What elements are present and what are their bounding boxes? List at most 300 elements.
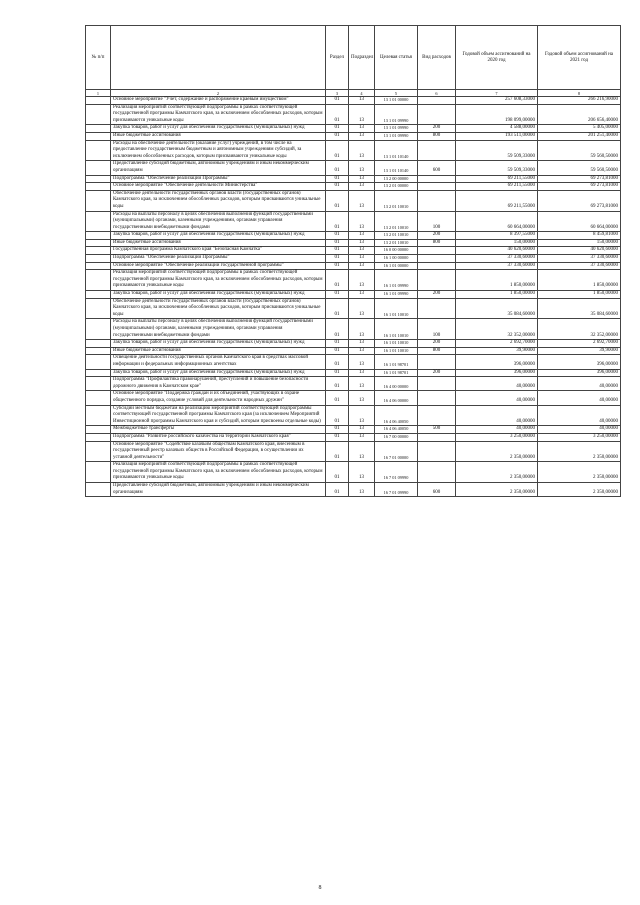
row-section: 01 — [326, 483, 349, 497]
row-name: Межбюджетные трансферты — [111, 426, 326, 434]
row-name: Реализация мероприятий соответствующей подпрограммы в рамках соответствующей государственной программы Камчатского края, за исключением обособленных расходов, которым присваиваются уникальные коды — [111, 270, 326, 291]
row-value-2021: 396,00000 — [538, 369, 621, 377]
row-value-2021: 40 620,60000 — [538, 247, 621, 255]
row-num — [86, 239, 111, 247]
row-exp-type: 500 — [418, 426, 456, 434]
row-value-2021: 37 330,60000 — [538, 255, 621, 263]
table-row — [86, 391, 621, 405]
row-subsection: 13 — [349, 405, 375, 426]
row-section: 01 — [326, 462, 349, 483]
row-name: Закупка товаров, работ и услуг для обеспечения государственных (муниципальных) нужд — [111, 340, 326, 348]
row-num — [86, 340, 111, 348]
row-exp-type: 800 — [418, 239, 456, 247]
table-row — [86, 319, 621, 340]
row-value-2020: 2 350,00000 — [456, 441, 538, 462]
row-exp-type — [418, 175, 456, 183]
row-section: 01 — [326, 132, 349, 140]
row-value-2021: 60 664,00000 — [538, 211, 621, 232]
table-row — [86, 104, 621, 125]
row-num — [86, 132, 111, 140]
row-value-2020: 69 211,55000 — [456, 190, 538, 211]
row-num — [86, 175, 111, 183]
row-name: Обеспечение деятельности государственных органов власти (государственных органов) Камчатского края, за исключением обособленных расходов, которым присваиваются уникальные коды — [111, 298, 326, 319]
row-subsection: 13 — [349, 132, 375, 140]
row-name: Предоставление субсидий бюджетным, автономным учреждениям и иным некоммерческим организациям — [111, 483, 326, 497]
row-num — [86, 97, 111, 105]
row-section: 01 — [326, 377, 349, 391]
row-subsection: 13 — [349, 183, 375, 191]
row-target: 16 1 00 00000 — [375, 255, 418, 263]
table-row — [86, 190, 621, 211]
row-exp-type — [418, 298, 456, 319]
row-exp-type: 200 — [418, 125, 456, 133]
row-value-2020: 60 664,00000 — [456, 211, 538, 232]
row-target: 13 1 01 09990 — [375, 104, 418, 125]
row-name: Закупка товаров, работ и услуг для обеспечения государственных (муниципальных) нужд — [111, 232, 326, 240]
row-section: 01 — [326, 97, 349, 105]
row-section: 01 — [326, 247, 349, 255]
table-row — [86, 262, 621, 270]
row-value-2020: 37 330,60000 — [456, 262, 538, 270]
row-value-2021: 32 352,00000 — [538, 319, 621, 340]
row-value-2021: 35 084,60000 — [538, 298, 621, 319]
header-exp-type: Вид расходов — [418, 26, 456, 90]
row-exp-type — [418, 405, 456, 426]
row-target: 16 7 01 00000 — [375, 441, 418, 462]
col-number: 3 — [326, 90, 349, 97]
row-section: 01 — [326, 441, 349, 462]
row-value-2020: 1 850,00000 — [456, 270, 538, 291]
table-row — [86, 405, 621, 426]
row-exp-type — [418, 97, 456, 105]
row-subsection: 13 — [349, 161, 375, 175]
row-num — [86, 433, 111, 441]
row-name: Основное мероприятие "Обеспечение реализации государственной программы" — [111, 262, 326, 270]
row-value-2021: 1 850,00000 — [538, 291, 621, 299]
row-name: Субсидии местным бюджетам на реализацию мероприятий соответствующей подпрограммы соответствующей государственной программы Камчатского края (за исключением Мероприятий Инвестиционной программы Камчатского края и субсидий, которым присвоены отдельные коды) — [111, 405, 326, 426]
row-value-2020: 39,90000 — [456, 347, 538, 355]
row-value-2020: 4 588,00000 — [456, 125, 538, 133]
row-name: Государственная программа Камчатского края "Безопасная Камчатка" — [111, 247, 326, 255]
table-row — [86, 140, 621, 161]
row-name: Реализация мероприятий соответствующей подпрограммы в рамках соответствующей государственной программы Камчатского края, за исключением обособленных расходов, которым присваиваются уникальные коды — [111, 462, 326, 483]
row-subsection: 13 — [349, 125, 375, 133]
row-value-2020: 69 211,55000 — [456, 175, 538, 183]
row-subsection: 13 — [349, 441, 375, 462]
row-exp-type: 800 — [418, 132, 456, 140]
col-number: 4 — [349, 90, 375, 97]
row-section: 01 — [326, 183, 349, 191]
row-value-2021: 39,90000 — [538, 347, 621, 355]
row-section: 01 — [326, 190, 349, 211]
col-number: 1 — [86, 90, 111, 97]
row-value-2020: 59 509,33000 — [456, 140, 538, 161]
row-section: 01 — [326, 255, 349, 263]
table-row — [86, 377, 621, 391]
table-row — [86, 255, 621, 263]
col-number: 8 — [538, 90, 621, 97]
row-section: 01 — [326, 298, 349, 319]
row-num — [86, 405, 111, 426]
row-subsection: 13 — [349, 97, 375, 105]
row-value-2020: 40,00000 — [456, 426, 538, 434]
row-section: 01 — [326, 239, 349, 247]
row-value-2021: 40,00000 — [538, 405, 621, 426]
row-value-2020: 40 620,60000 — [456, 247, 538, 255]
row-subsection: 13 — [349, 433, 375, 441]
row-subsection: 13 — [349, 247, 375, 255]
header-section: Раздел — [326, 26, 349, 90]
row-name: Закупка товаров, работ и услуг для обеспечения государственных (муниципальных) нужд — [111, 291, 326, 299]
row-value-2020: 1 850,00000 — [456, 291, 538, 299]
row-value-2020: 3 250,00000 — [456, 433, 538, 441]
row-num — [86, 291, 111, 299]
table-row — [86, 97, 621, 105]
row-target: 16 1 01 98701 — [375, 369, 418, 377]
row-num — [86, 161, 111, 175]
row-value-2021: 3 250,00000 — [538, 433, 621, 441]
row-exp-type — [418, 140, 456, 161]
row-target: 16 1 01 00000 — [375, 262, 418, 270]
row-num — [86, 270, 111, 291]
row-num — [86, 319, 111, 340]
row-name: Освещение деятельности государственных органов Камчатского края в средствах массовой информации и федеральных информационных агентствах — [111, 355, 326, 369]
row-target: 13 2 01 10010 — [375, 239, 418, 247]
row-subsection: 13 — [349, 291, 375, 299]
row-value-2020: 37 330,60000 — [456, 255, 538, 263]
row-subsection: 13 — [349, 298, 375, 319]
row-num — [86, 255, 111, 263]
row-target: 16 7 00 00000 — [375, 433, 418, 441]
row-name: Иные бюджетные ассигнования — [111, 132, 326, 140]
row-name: Расходы на обеспечение деятельности (оказание услуг) учреждений, в том числе на предоставление государственным бюджетным и автономным учреждениям субсидий, за исключением обособленных расходов, которым присваиваются уникальные коды — [111, 140, 326, 161]
row-num — [86, 125, 111, 133]
row-value-2021: 40,00000 — [538, 391, 621, 405]
row-value-2021: 8 459,81000 — [538, 232, 621, 240]
row-exp-type: 200 — [418, 291, 456, 299]
row-subsection: 13 — [349, 483, 375, 497]
row-value-2021: 59 560,50000 — [538, 140, 621, 161]
row-value-2020: 40,00000 — [456, 377, 538, 391]
row-name: Подпрограмма "Обеспечение реализации Программы" — [111, 175, 326, 183]
row-value-2021: 1 850,00000 — [538, 270, 621, 291]
row-num — [86, 377, 111, 391]
row-exp-type — [418, 377, 456, 391]
row-value-2021: 69 273,81000 — [538, 190, 621, 211]
row-target: 16 0 00 00000 — [375, 247, 418, 255]
row-target: 16 1 01 10010 — [375, 347, 418, 355]
row-target: 16 1 01 98701 — [375, 355, 418, 369]
row-name: Основное мероприятие "Учет, содержание и распоряжение краевым имуществом" — [111, 97, 326, 105]
row-target: 16 4 06 00000 — [375, 391, 418, 405]
row-name: Подпрограмма "Развитие российского казачества на территории Камчатского края" — [111, 433, 326, 441]
header-2021: Годовой объем ассигнований на 2021 год — [538, 26, 621, 90]
row-section: 01 — [326, 125, 349, 133]
row-section: 01 — [326, 104, 349, 125]
row-section: 01 — [326, 291, 349, 299]
row-value-2021: 2 692,70000 — [538, 340, 621, 348]
row-name: Закупка товаров, работ и услуг для обеспечения государственных (муниципальных) нужд — [111, 369, 326, 377]
row-num — [86, 298, 111, 319]
row-exp-type — [418, 391, 456, 405]
row-num — [86, 232, 111, 240]
row-target: 16 1 01 09990 — [375, 270, 418, 291]
row-section: 01 — [326, 355, 349, 369]
row-value-2020: 2 692,70000 — [456, 340, 538, 348]
row-exp-type: 100 — [418, 319, 456, 340]
row-target: 16 1 01 10010 — [375, 340, 418, 348]
row-target: 13 2 01 10010 — [375, 232, 418, 240]
row-target: 16 1 01 09990 — [375, 291, 418, 299]
row-subsection: 13 — [349, 391, 375, 405]
row-section: 01 — [326, 347, 349, 355]
row-name: Основное мероприятие "Поддержка граждан и их объединений, участвующих в охране общественного порядка, создание условий для деятельности народных дружин" — [111, 391, 326, 405]
row-value-2021: 2 350,00000 — [538, 441, 621, 462]
row-num — [86, 104, 111, 125]
row-value-2020: 198 099,00000 — [456, 104, 538, 125]
row-target: 16 4 06 40050 — [375, 405, 418, 426]
row-subsection: 13 — [349, 340, 375, 348]
row-subsection: 13 — [349, 104, 375, 125]
row-section: 01 — [326, 232, 349, 240]
row-name: Подпрограмма "Профилактика правонарушений, преступлений и повышение безопасности дорожного движения в Камчатском крае" — [111, 377, 326, 391]
row-exp-type — [418, 247, 456, 255]
row-section: 01 — [326, 175, 349, 183]
row-value-2021: 37 330,60000 — [538, 262, 621, 270]
row-section: 01 — [326, 262, 349, 270]
row-exp-type — [418, 270, 456, 291]
row-name: Реализация мероприятий соответствующей подпрограммы в рамках соответствующей государственной программы Камчатского края, за исключением обособленных расходов, которым присваиваются уникальные коды — [111, 104, 326, 125]
table-row — [86, 291, 621, 299]
row-subsection: 13 — [349, 319, 375, 340]
row-value-2021: 396,00000 — [538, 355, 621, 369]
row-target: 13 2 01 10010 — [375, 190, 418, 211]
row-value-2020: 40,00000 — [456, 405, 538, 426]
row-name: Подпрограмма "Обеспечение реализации Программы" — [111, 255, 326, 263]
row-target: 13 2 01 00000 — [375, 183, 418, 191]
row-exp-type — [418, 190, 456, 211]
row-value-2021: 201 251,40000 — [538, 132, 621, 140]
row-num — [86, 347, 111, 355]
row-target: 16 4 06 40050 — [375, 426, 418, 434]
table-row — [86, 369, 621, 377]
row-exp-type: 200 — [418, 340, 456, 348]
row-exp-type: 600 — [418, 161, 456, 175]
header-2020: Годовой объем ассигнований на 2020 год — [456, 26, 538, 90]
row-exp-type — [418, 441, 456, 462]
header-name — [111, 26, 326, 90]
row-name: Основное мероприятие "Содействие казачьим обществам Камчатского края, внесенным в государственный реестр казачьих обществ в Российской Федерации, в осуществлении их уставной деятельности" — [111, 441, 326, 462]
row-exp-type — [418, 262, 456, 270]
table-row — [86, 462, 621, 483]
row-value-2020: 2 350,00000 — [456, 483, 538, 497]
row-section: 01 — [326, 391, 349, 405]
row-num — [86, 140, 111, 161]
row-subsection: 13 — [349, 140, 375, 161]
row-value-2020: 59 509,33000 — [456, 161, 538, 175]
row-value-2020: 150,00000 — [456, 239, 538, 247]
row-value-2021: 206 656,40000 — [538, 104, 621, 125]
budget-table-container — [85, 25, 620, 497]
col-number: 7 — [456, 90, 538, 97]
table-row — [86, 125, 621, 133]
row-name: Расходы на выплаты персоналу в целях обеспечения выполнения функций государственными (муниципальными) органами, казенными учреждениями, органами управления государственными внебюджетными фондами — [111, 211, 326, 232]
row-exp-type — [418, 462, 456, 483]
row-value-2021: 150,00000 — [538, 239, 621, 247]
row-value-2020: 35 084,60000 — [456, 298, 538, 319]
row-value-2021: 69 273,81000 — [538, 183, 621, 191]
table-row — [86, 340, 621, 348]
row-target: 13 2 00 00000 — [375, 175, 418, 183]
row-subsection: 13 — [349, 270, 375, 291]
row-subsection: 13 — [349, 377, 375, 391]
table-row — [86, 270, 621, 291]
table-row — [86, 483, 621, 497]
row-num — [86, 262, 111, 270]
table-row — [86, 239, 621, 247]
row-subsection: 13 — [349, 462, 375, 483]
row-name: Иные бюджетные ассигнования — [111, 347, 326, 355]
row-exp-type — [418, 183, 456, 191]
row-exp-type — [418, 255, 456, 263]
row-value-2021: 40,00000 — [538, 426, 621, 434]
col-number: 6 — [418, 90, 456, 97]
row-num — [86, 441, 111, 462]
row-num — [86, 483, 111, 497]
row-num — [86, 211, 111, 232]
table-row — [86, 433, 621, 441]
table-row — [86, 247, 621, 255]
row-subsection: 13 — [349, 175, 375, 183]
row-target: 16 4 00 00000 — [375, 377, 418, 391]
table-row — [86, 298, 621, 319]
row-section: 01 — [326, 161, 349, 175]
row-name: Основное мероприятие "Обеспечение деятельности Министерства" — [111, 183, 326, 191]
page-number: 8 — [318, 885, 322, 891]
row-value-2020: 193 511,00000 — [456, 132, 538, 140]
table-row — [86, 211, 621, 232]
row-num — [86, 190, 111, 211]
row-value-2020: 396,00000 — [456, 369, 538, 377]
row-value-2020: 40,00000 — [456, 391, 538, 405]
row-value-2021: 5 405,00000 — [538, 125, 621, 133]
row-target: 16 1 01 10010 — [375, 319, 418, 340]
row-subsection: 13 — [349, 255, 375, 263]
row-value-2021: 2 350,00000 — [538, 462, 621, 483]
row-subsection: 13 — [349, 239, 375, 247]
table-row — [86, 232, 621, 240]
row-section: 01 — [326, 369, 349, 377]
row-value-2020: 32 352,00000 — [456, 319, 538, 340]
header-num: № п/п — [86, 26, 111, 90]
row-target: 13 1 01 00000 — [375, 97, 418, 105]
row-target: 16 7 01 09990 — [375, 462, 418, 483]
row-target: 16 1 01 10010 — [375, 298, 418, 319]
header-target: Целевая статья — [375, 26, 418, 90]
row-section: 01 — [326, 140, 349, 161]
table-row — [86, 355, 621, 369]
row-subsection: 13 — [349, 355, 375, 369]
row-exp-type — [418, 104, 456, 125]
row-subsection: 13 — [349, 211, 375, 232]
row-num — [86, 183, 111, 191]
row-name: Закупка товаров, работ и услуг для обеспечения государственных (муниципальных) нужд — [111, 125, 326, 133]
table-row — [86, 426, 621, 434]
column-numbering-row — [86, 90, 621, 97]
row-value-2020: 257 608,33000 — [456, 97, 538, 105]
col-number: 5 — [375, 90, 418, 97]
table-row — [86, 441, 621, 462]
row-num — [86, 355, 111, 369]
row-num — [86, 462, 111, 483]
row-target: 13 1 01 09990 — [375, 132, 418, 140]
header-subsection: Подраздел — [349, 26, 375, 90]
row-subsection: 13 — [349, 426, 375, 434]
budget-table — [85, 25, 621, 497]
row-target: 13 2 01 10010 — [375, 211, 418, 232]
row-value-2021: 59 560,50000 — [538, 161, 621, 175]
row-num — [86, 391, 111, 405]
row-num — [86, 247, 111, 255]
row-value-2020: 2 350,00000 — [456, 462, 538, 483]
row-section: 01 — [326, 426, 349, 434]
col-number: 2 — [111, 90, 326, 97]
row-name: Расходы на выплаты персоналу в целях обеспечения выполнения функций государственными (муниципальными) органами, казенными учреждениями, органами управления государственными внебюджетными фондами — [111, 319, 326, 340]
table-row — [86, 175, 621, 183]
row-value-2021: 2 350,00000 — [538, 483, 621, 497]
row-num — [86, 426, 111, 434]
table-row — [86, 161, 621, 175]
row-target: 13 1 01 10140 — [375, 161, 418, 175]
row-name: Предоставление субсидий бюджетным, автономным учреждениям и иным некоммерческим организациям — [111, 161, 326, 175]
table-row — [86, 347, 621, 355]
table-body — [86, 97, 621, 497]
row-section: 01 — [326, 270, 349, 291]
row-subsection: 13 — [349, 232, 375, 240]
row-exp-type: 200 — [418, 232, 456, 240]
row-target: 13 1 01 10140 — [375, 140, 418, 161]
row-subsection: 13 — [349, 190, 375, 211]
row-num — [86, 369, 111, 377]
row-exp-type — [418, 433, 456, 441]
row-subsection: 13 — [349, 369, 375, 377]
row-exp-type: 800 — [418, 347, 456, 355]
row-value-2020: 69 211,55000 — [456, 183, 538, 191]
row-subsection: 13 — [349, 262, 375, 270]
row-exp-type: 600 — [418, 483, 456, 497]
table-row — [86, 183, 621, 191]
row-value-2020: 396,00000 — [456, 355, 538, 369]
row-target: 13 1 01 09990 — [375, 125, 418, 133]
row-section: 01 — [326, 433, 349, 441]
row-section: 01 — [326, 340, 349, 348]
row-exp-type — [418, 355, 456, 369]
row-name: Иные бюджетные ассигнования — [111, 239, 326, 247]
row-section: 01 — [326, 211, 349, 232]
row-section: 01 — [326, 405, 349, 426]
row-value-2020: 8 397,55000 — [456, 232, 538, 240]
table-header-row — [86, 26, 621, 90]
table-row — [86, 132, 621, 140]
row-target: 16 7 01 09990 — [375, 483, 418, 497]
row-exp-type: 200 — [418, 369, 456, 377]
row-section: 01 — [326, 319, 349, 340]
row-subsection: 13 — [349, 347, 375, 355]
row-exp-type: 100 — [418, 211, 456, 232]
row-value-2021: 266 216,90000 — [538, 97, 621, 105]
row-value-2021: 40,00000 — [538, 377, 621, 391]
row-value-2021: 69 273,81000 — [538, 175, 621, 183]
